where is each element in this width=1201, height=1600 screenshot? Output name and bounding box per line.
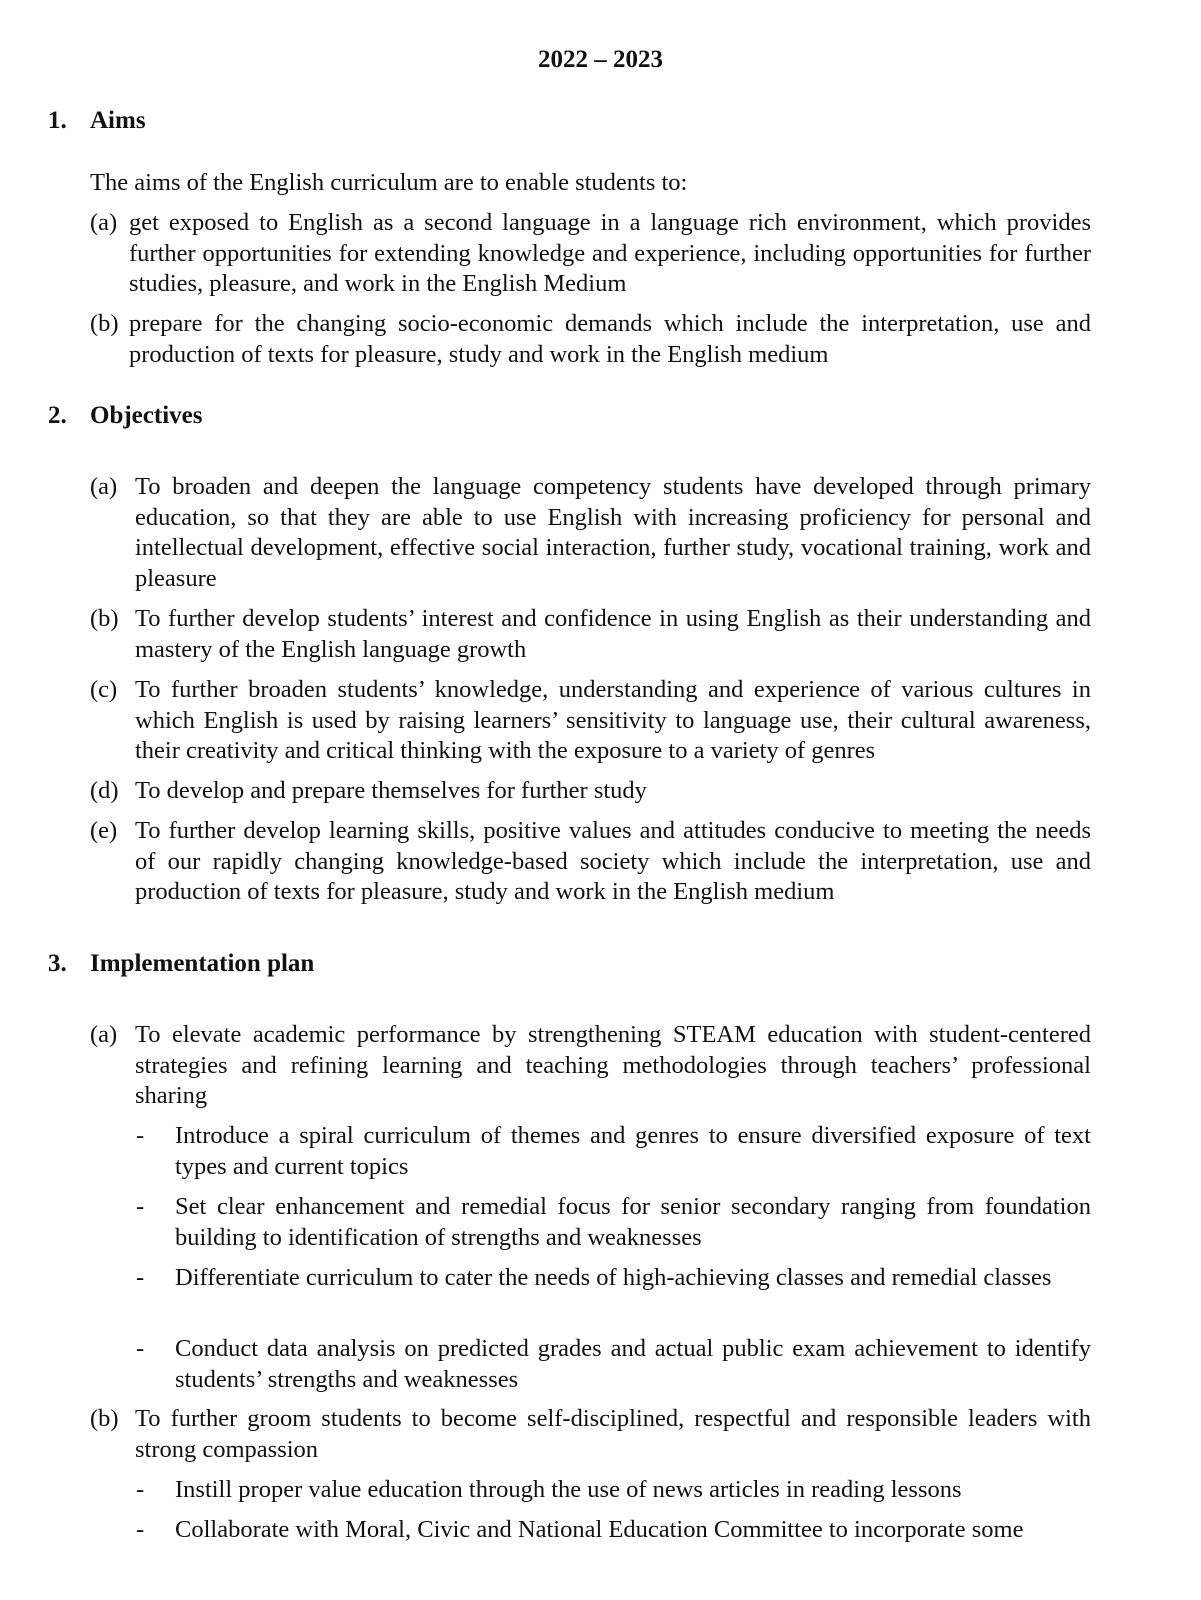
item-label: (b) [90, 1405, 119, 1432]
section-heading-aims [48, 105, 146, 137]
item-label: (a) [90, 1021, 118, 1048]
item-text: prepare for the changing socio-economic demands which include the interpretation, use and production of texts for pleasure, study and work in the English medium [129, 310, 1091, 368]
implementation-b-bullet-2 [136, 1515, 1091, 1546]
bullet-text: Instill proper value education through the use of news articles in reading lessons [175, 1476, 962, 1503]
objectives-item-c [90, 675, 1091, 767]
implementation-a-bullet-3 [136, 1263, 1091, 1294]
item-text: To further develop students’ interest and confidence in using English as their understanding and mastery of the English language growth [135, 605, 1091, 663]
objectives-item-b [90, 604, 1091, 665]
implementation-item-b [90, 1404, 1091, 1465]
section-heading-implementation [48, 948, 314, 980]
section-title: Implementation plan [90, 950, 315, 977]
section-number: 3. [48, 950, 67, 977]
item-text: To further broaden students’ knowledge, understanding and experience of various cultures in which English is used by raising learners’ sensitivity to language use, their cultural awareness, their creativity and critical thinking with the exposure to a variety of genres [135, 676, 1091, 764]
implementation-item-a [90, 1020, 1091, 1112]
implementation-b-bullet-1 [136, 1475, 1091, 1506]
item-label: (a) [90, 473, 118, 500]
item-label: (c) [90, 676, 118, 703]
section-number: 2. [48, 402, 67, 429]
bullet-text: Set clear enhancement and remedial focus for senior secondary ranging from foundation building to identification of strengths and weaknesses [175, 1193, 1091, 1251]
item-text: To further groom students to become self-disciplined, respectful and responsible leaders with strong compassion [135, 1405, 1091, 1463]
bullet-text: Conduct data analysis on predicted grades and actual public exam achievement to identify students’ strengths and weaknesses [175, 1335, 1091, 1393]
item-text: To further develop learning skills, positive values and attitudes conducive to meeting the needs of our rapidly changing knowledge-based society which include the interpretation, use and production of texts for pleasure, study and work in the English medium [135, 817, 1091, 905]
implementation-a-bullet-2 [136, 1192, 1091, 1253]
item-label: (e) [90, 817, 118, 844]
objectives-item-d [90, 776, 1091, 807]
bullet-dash: - [136, 1264, 145, 1291]
item-label: (a) [90, 209, 118, 236]
section-title: Aims [90, 107, 146, 134]
academic-year: 2022 – 2023 [538, 46, 663, 73]
section-heading-objectives [48, 400, 202, 432]
aims-intro: The aims of the English curriculum are to enable students to: [90, 169, 688, 196]
item-label: (d) [90, 777, 119, 804]
aims-item-b [90, 309, 1091, 370]
item-text: To elevate academic performance by strengthening STEAM education with student-centered strategies and refining learning and teaching methodologies through teachers’ professional sharing [135, 1021, 1091, 1109]
bullet-text: Differentiate curriculum to cater the needs of high-achieving classes and remedial classes [175, 1264, 1052, 1291]
item-label: (b) [90, 310, 119, 337]
implementation-a-bullet-1 [136, 1121, 1091, 1182]
item-text: To broaden and deepen the language competency students have developed through primary education, so that they are able to use English with increasing proficiency for personal and intellectual development, effective social interaction, further study, vocational training, work and pleasure [135, 473, 1091, 592]
bullet-text: Introduce a spiral curriculum of themes and genres to ensure diversified exposure of text types and current topics [175, 1122, 1091, 1180]
objectives-item-a [90, 472, 1091, 594]
bullet-dash: - [136, 1335, 145, 1362]
item-text: To develop and prepare themselves for further study [135, 777, 647, 804]
bullet-dash: - [136, 1122, 145, 1149]
section-number: 1. [48, 107, 67, 134]
implementation-a-bullet-4 [136, 1334, 1091, 1395]
item-label: (b) [90, 605, 119, 632]
bullet-dash: - [136, 1476, 145, 1503]
aims-item-a [90, 208, 1091, 300]
bullet-text: Collaborate with Moral, Civic and National Education Committee to incorporate some [175, 1516, 1024, 1543]
objectives-item-e [90, 816, 1091, 908]
bullet-dash: - [136, 1516, 145, 1543]
section-title: Objectives [90, 402, 203, 429]
bullet-dash: - [136, 1193, 145, 1220]
item-text: get exposed to English as a second language in a language rich environment, which provides further opportunities for extending knowledge and experience, including opportunities for further studies, pleasure, and work in the English Medium [129, 209, 1091, 297]
